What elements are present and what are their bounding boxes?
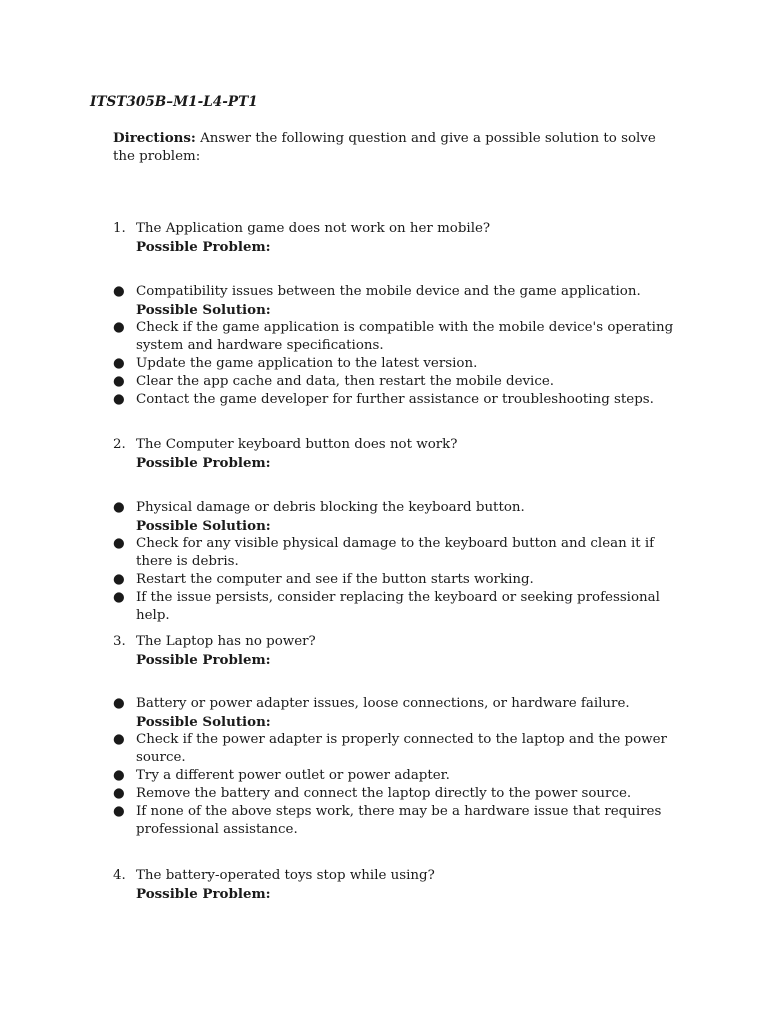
solution-text: Update the game application to the latest version. xyxy=(136,356,478,371)
solution-text: Check for any visible physical damage to the keyboard button and clean it if there is debris. xyxy=(136,536,655,569)
possible-solution-label: Possible Solution: xyxy=(136,518,271,534)
question-number: 1. xyxy=(113,221,126,236)
solution-item xyxy=(113,355,683,373)
bullet-icon: ● xyxy=(113,572,125,587)
possible-problem-label: Possible Problem: xyxy=(136,239,271,255)
solution-item xyxy=(113,319,683,355)
possible-solution-label: Possible Solution: xyxy=(136,302,271,318)
bullet-icon: ● xyxy=(113,536,125,551)
bullet-icon: ● xyxy=(113,374,125,389)
problem-text: Compatibility issues between the mobile device and the game application. xyxy=(136,284,641,299)
question-number: 2. xyxy=(113,437,126,452)
bullet-icon: ● xyxy=(113,284,125,299)
problem-text: Battery or power adapter issues, loose connections, or hardware failure. xyxy=(136,696,630,711)
possible-problem-label: Possible Problem: xyxy=(136,886,271,902)
possible-problem-label: Possible Problem: xyxy=(136,455,271,471)
question-number: 3. xyxy=(113,634,126,649)
problem-text: Physical damage or debris blocking the keyboard button. xyxy=(136,500,525,515)
solution-item xyxy=(113,731,683,767)
bullet-icon: ● xyxy=(113,732,125,747)
solution-text: Try a different power outlet or power adapter. xyxy=(136,768,450,783)
problem-item xyxy=(113,283,683,301)
answer-list-3 xyxy=(113,695,683,839)
solution-text: Clear the app cache and data, then restart the mobile device. xyxy=(136,374,555,389)
solution-text: Check if the game application is compatible with the mobile device's operating system and hardware specifications. xyxy=(136,320,674,353)
solution-text: If the issue persists, consider replacing the keyboard or seeking professional help. xyxy=(136,590,660,623)
solution-text: If none of the above steps work, there may be a hardware issue that requires professional assistance. xyxy=(136,804,662,837)
bullet-icon: ● xyxy=(113,356,125,371)
question-text: The battery-operated toys stop while using? xyxy=(136,868,435,883)
bullet-icon: ● xyxy=(113,500,125,515)
bullet-icon: ● xyxy=(113,320,125,335)
solution-text: Restart the computer and see if the button starts working. xyxy=(136,572,534,587)
problem-item xyxy=(113,499,683,517)
directions-text: Answer the following question and give a possible solution to solve the problem: xyxy=(113,131,656,164)
question-text: The Application game does not work on her mobile? xyxy=(136,221,491,236)
question-text: The Laptop has no power? xyxy=(136,634,316,649)
problem-item xyxy=(113,695,683,713)
solution-text: Contact the game developer for further assistance or troubleshooting steps. xyxy=(136,392,654,407)
solution-item xyxy=(113,535,683,571)
solution-item xyxy=(113,767,683,785)
solution-item xyxy=(113,803,683,839)
question-text: The Computer keyboard button does not work? xyxy=(136,437,458,452)
possible-problem-label: Possible Problem: xyxy=(136,652,271,668)
solution-text: Check if the power adapter is properly connected to the laptop and the power source. xyxy=(136,732,667,765)
directions-label: Directions: xyxy=(113,130,196,146)
answer-list-2 xyxy=(113,499,683,625)
solution-item xyxy=(113,571,683,589)
document-title: ITST305B–M1-L4-PT1 xyxy=(90,94,258,110)
solution-item xyxy=(113,785,683,803)
solution-item xyxy=(113,589,683,625)
solution-text: Remove the battery and connect the laptop directly to the power source. xyxy=(136,786,632,801)
bullet-icon: ● xyxy=(113,804,125,819)
solution-item xyxy=(113,373,683,391)
bullet-icon: ● xyxy=(113,768,125,783)
bullet-icon: ● xyxy=(113,786,125,801)
question-number: 4. xyxy=(113,868,126,883)
directions-paragraph xyxy=(113,129,673,166)
bullet-icon: ● xyxy=(113,696,125,711)
solution-item xyxy=(113,391,683,409)
answer-list-1 xyxy=(113,283,683,409)
bullet-icon: ● xyxy=(113,392,125,407)
possible-solution-label: Possible Solution: xyxy=(136,714,271,730)
bullet-icon: ● xyxy=(113,590,125,605)
